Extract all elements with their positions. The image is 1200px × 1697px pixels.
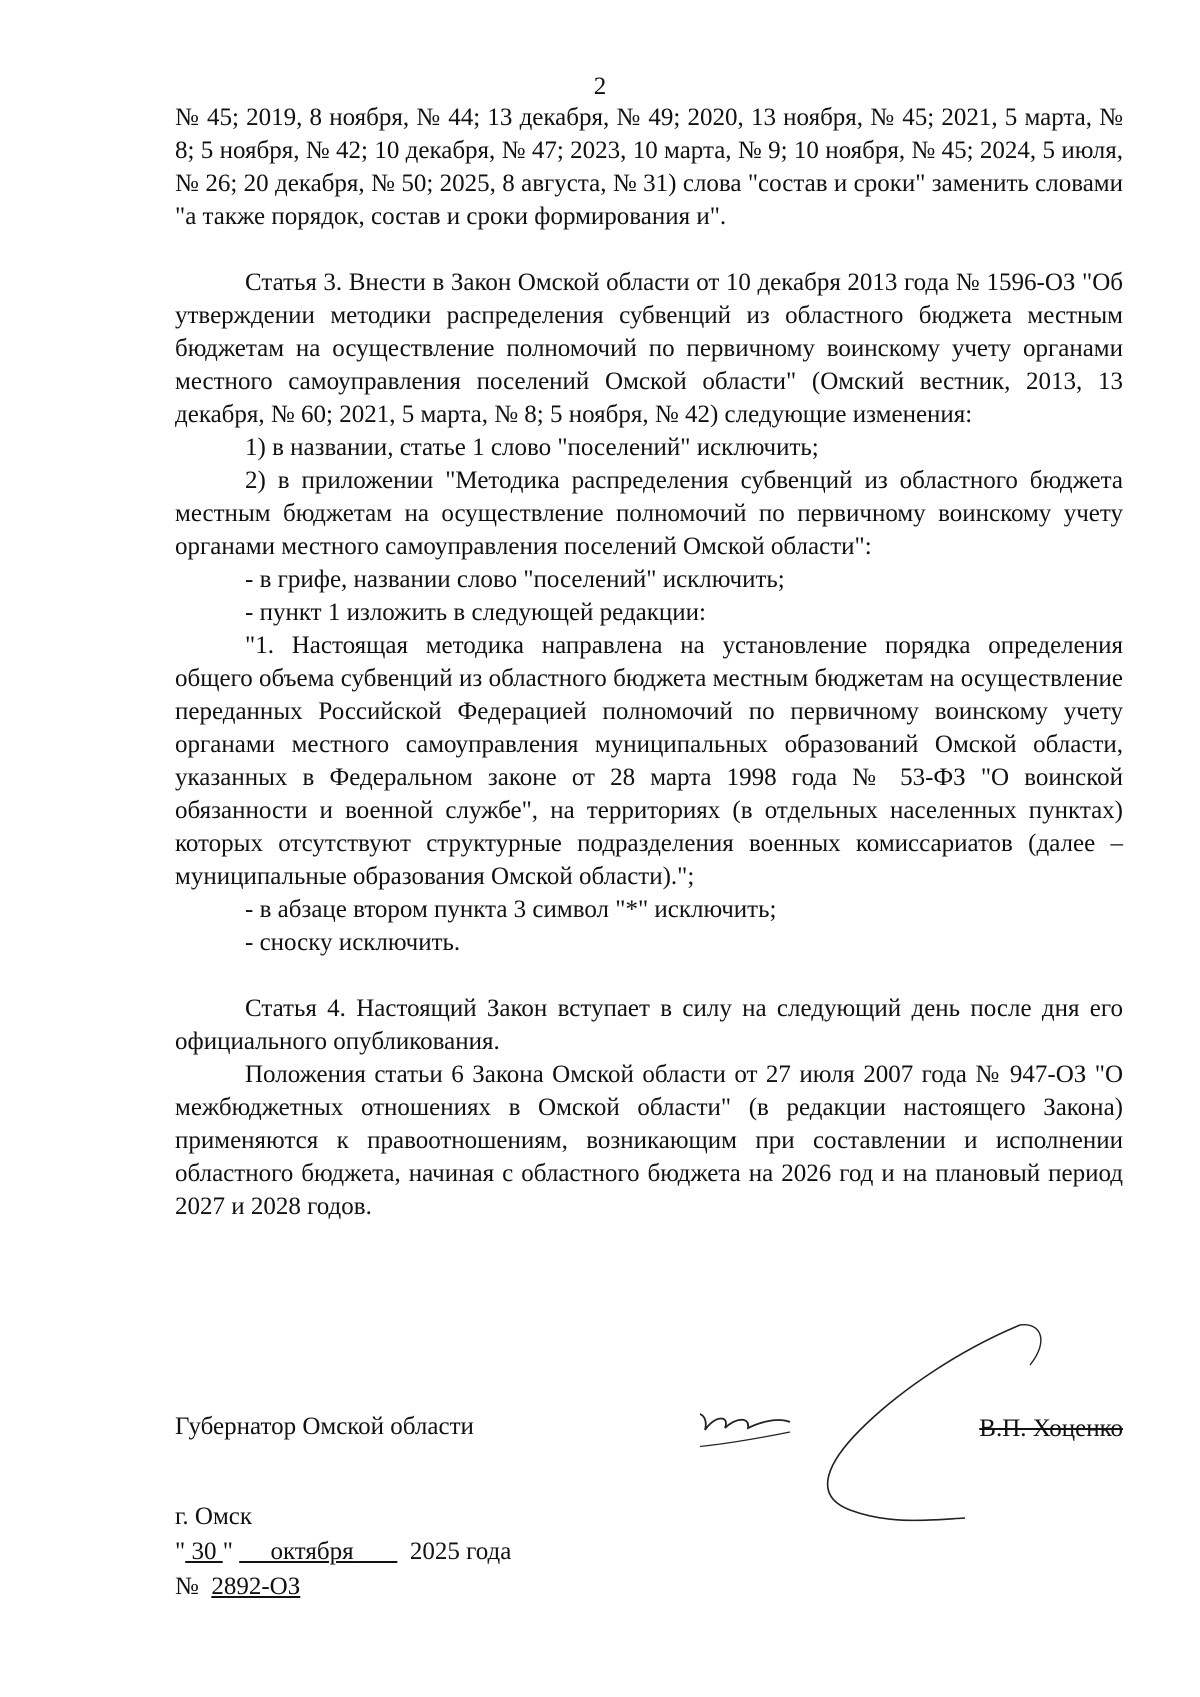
amendment-subitem-footnote: - сноску исключить. <box>245 929 461 956</box>
date-year: 2025 года <box>409 1538 512 1565</box>
date-quote-open: " <box>175 1538 186 1565</box>
adoption-date <box>175 1535 511 1570</box>
article-3-paragraph: Статья 3. Внести в Закон Омской области от 10 декабря 2013 года № 1596-ОЗ "Об утверждении методики распределения субвенций из областного бюджета местным бюджетам на осуществление полномочий по первичному воинскому учету органами местного самоуправления поселений Омской области" (Омский вестник, 2013, 13 декабря, № 60; 2021, 5 марта, № 8; 5 ноября, № 42) следующие изменения: <box>175 269 1123 428</box>
amendment-item-2: 2) в приложении "Методика распределения субвенций из областного бюджета местным бюджетам на осуществление полномочий по первичному воинскому учету органами местного самоуправления поселений Омской области": <box>175 467 1123 560</box>
place-date-block <box>175 1500 511 1605</box>
date-month: октября <box>270 1538 354 1565</box>
law-number-value: 2892-ОЗ <box>211 1573 301 1600</box>
date-day: 30 <box>191 1538 217 1565</box>
governor-name: В.П. Хоценко <box>979 1415 1123 1442</box>
place: г. Омск <box>175 1503 253 1530</box>
article-4-paragraph: Статья 4. Настоящий Закон вступает в силу на следующий день после дня его официального опубликования. <box>175 995 1123 1055</box>
number-sign: № <box>175 1573 199 1600</box>
signature-block <box>175 1410 1123 1450</box>
law-number <box>175 1570 511 1605</box>
page-number: 2 <box>593 73 607 100</box>
amendment-subitem-symbol: - в абзаце втором пункта 3 символ "*" исключить; <box>245 896 777 923</box>
document-body <box>175 101 1123 1223</box>
amendment-subitem-point-1: - пункт 1 изложить в следующей редакции: <box>245 599 706 626</box>
date-quote-close: " <box>222 1538 233 1565</box>
governor-title: Губернатор Омской области <box>175 1413 474 1440</box>
amendment-item-1: 1) в названии, статье 1 слово "поселений" исключить; <box>245 434 819 461</box>
article-4-provisions-paragraph: Положения статьи 6 Закона Омской области от 27 июля 2007 года № 947-ОЗ "О межбюджетных отношениях в Омской области" (в редакции настоящего Закона) применяются к правоотношениям, возникающим при составлении и исполнении областного бюджета, начиная с областного бюджета на 2026 год и на плановый период 2027 и 2028 годов. <box>175 1061 1123 1220</box>
paragraph-continuation: № 45; 2019, 8 ноября, № 44; 13 декабря, № 49; 2020, 13 ноября, № 45; 2021, 5 марта, № 8; 5 ноября, № 42; 10 декабря, № 47; 2023, 10 марта, № 9; 10 ноября, № 45; 2024, 5 июля, № 26; 20 декабря, № 50; 2025, 8 августа, № 31) слова "состав и сроки" заменить словами "а также порядок, состав и сроки формирования и". <box>175 104 1123 230</box>
amendment-subitem-stamp: - в грифе, названии слово "поселений" исключить; <box>245 566 785 593</box>
new-point-1-text: "1. Настоящая методика направлена на установление порядка определения общего объема субвенций из областного бюджета местным бюджетам на осуществление переданных Российской Федерацией полномочий по первичному воинскому учету органами местного самоуправления муниципальных образований Омской области, указанных в Федеральном законе от 28 марта 1998 года № 53-ФЗ "О воинской обязанности и военной службе", на территориях (в отдельных населенных пунктах) которых отсутствуют структурные подразделения военных комиссариатов (далее – муниципальные образования Омской области)."; <box>175 632 1123 890</box>
